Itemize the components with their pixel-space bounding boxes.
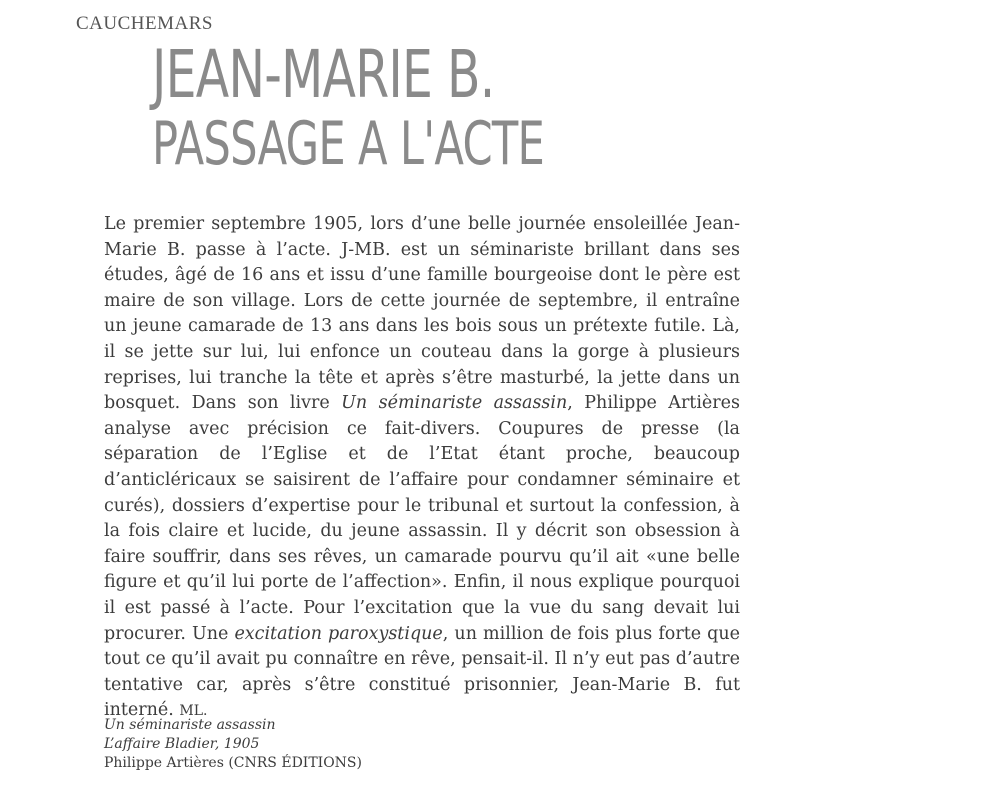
credit-author: Philippe Artières	[104, 755, 224, 771]
article-emphasis: excitation paroxystique	[234, 623, 443, 644]
title-line-2: PASSAGE A L'ACTE	[152, 109, 545, 179]
book-credits	[104, 716, 362, 773]
title-line-1: JEAN-MARIE B.	[152, 36, 495, 113]
credit-subtitle: L’affaire Bladier, 1905	[104, 736, 260, 752]
author-signature: ML.	[179, 703, 208, 720]
article-body	[104, 212, 740, 725]
article-text-part-2: , Philippe Artières analyse avec précision ce fait-divers. Coupures de presse (la séparation de l’Eglise et de l’Etat étant proche, beaucoup d’anticléricaux se saisirent de l’affaire pour condamner séminaire et curés), dossiers d’expertise pour le tribunal et surtout la confession, à la fois claire et lucide, du jeune assassin. Il y décrit son obsession à faire souffrir, dans ses rêves, un camarade pourvu qu’il ait «une belle figure et qu’il lui porte de l’affection». Enfin, il nous explique pourquoi il est passé à l’acte. Pour l’excitation que la vue du sang devait lui procurer. Une	[104, 393, 740, 644]
article-book-title: Un séminariste assassin	[341, 393, 568, 414]
article-text-part-3: , un million de fois plus forte que tout ce qu’il avait pu connaître en rêve, pensait-il. Il n’y eut pas d’autre tentative car, après s’être constitué prisonnier, Jean-Marie B. fut interné.	[104, 623, 740, 721]
article-title	[152, 36, 697, 179]
section-label: CAUCHEMARS	[76, 13, 213, 34]
article-text-part-1: Le premier septembre 1905, lors d’une belle journée ensoleillée Jean-Marie B. passe à l’acte. J-MB. est un séminariste brillant dans ses études, âgé de 16 ans et issu d’une famille bourgeoise dont le père est maire de son village. Lors de cette journée de septembre, il entraîne un jeune camarade de 13 ans dans les bois sous un prétexte futile. Là, il se jette sur lui, lui enfonce un couteau dans la gorge à plusieurs reprises, lui tranche la tête et après s’être masturbé, la jette dans un bosquet. Dans son livre	[104, 214, 740, 414]
credit-book-title: Un séminariste assassin	[104, 717, 276, 733]
credit-author-line	[104, 754, 362, 773]
credit-publisher: (CNRS ÉDITIONS)	[228, 755, 362, 771]
